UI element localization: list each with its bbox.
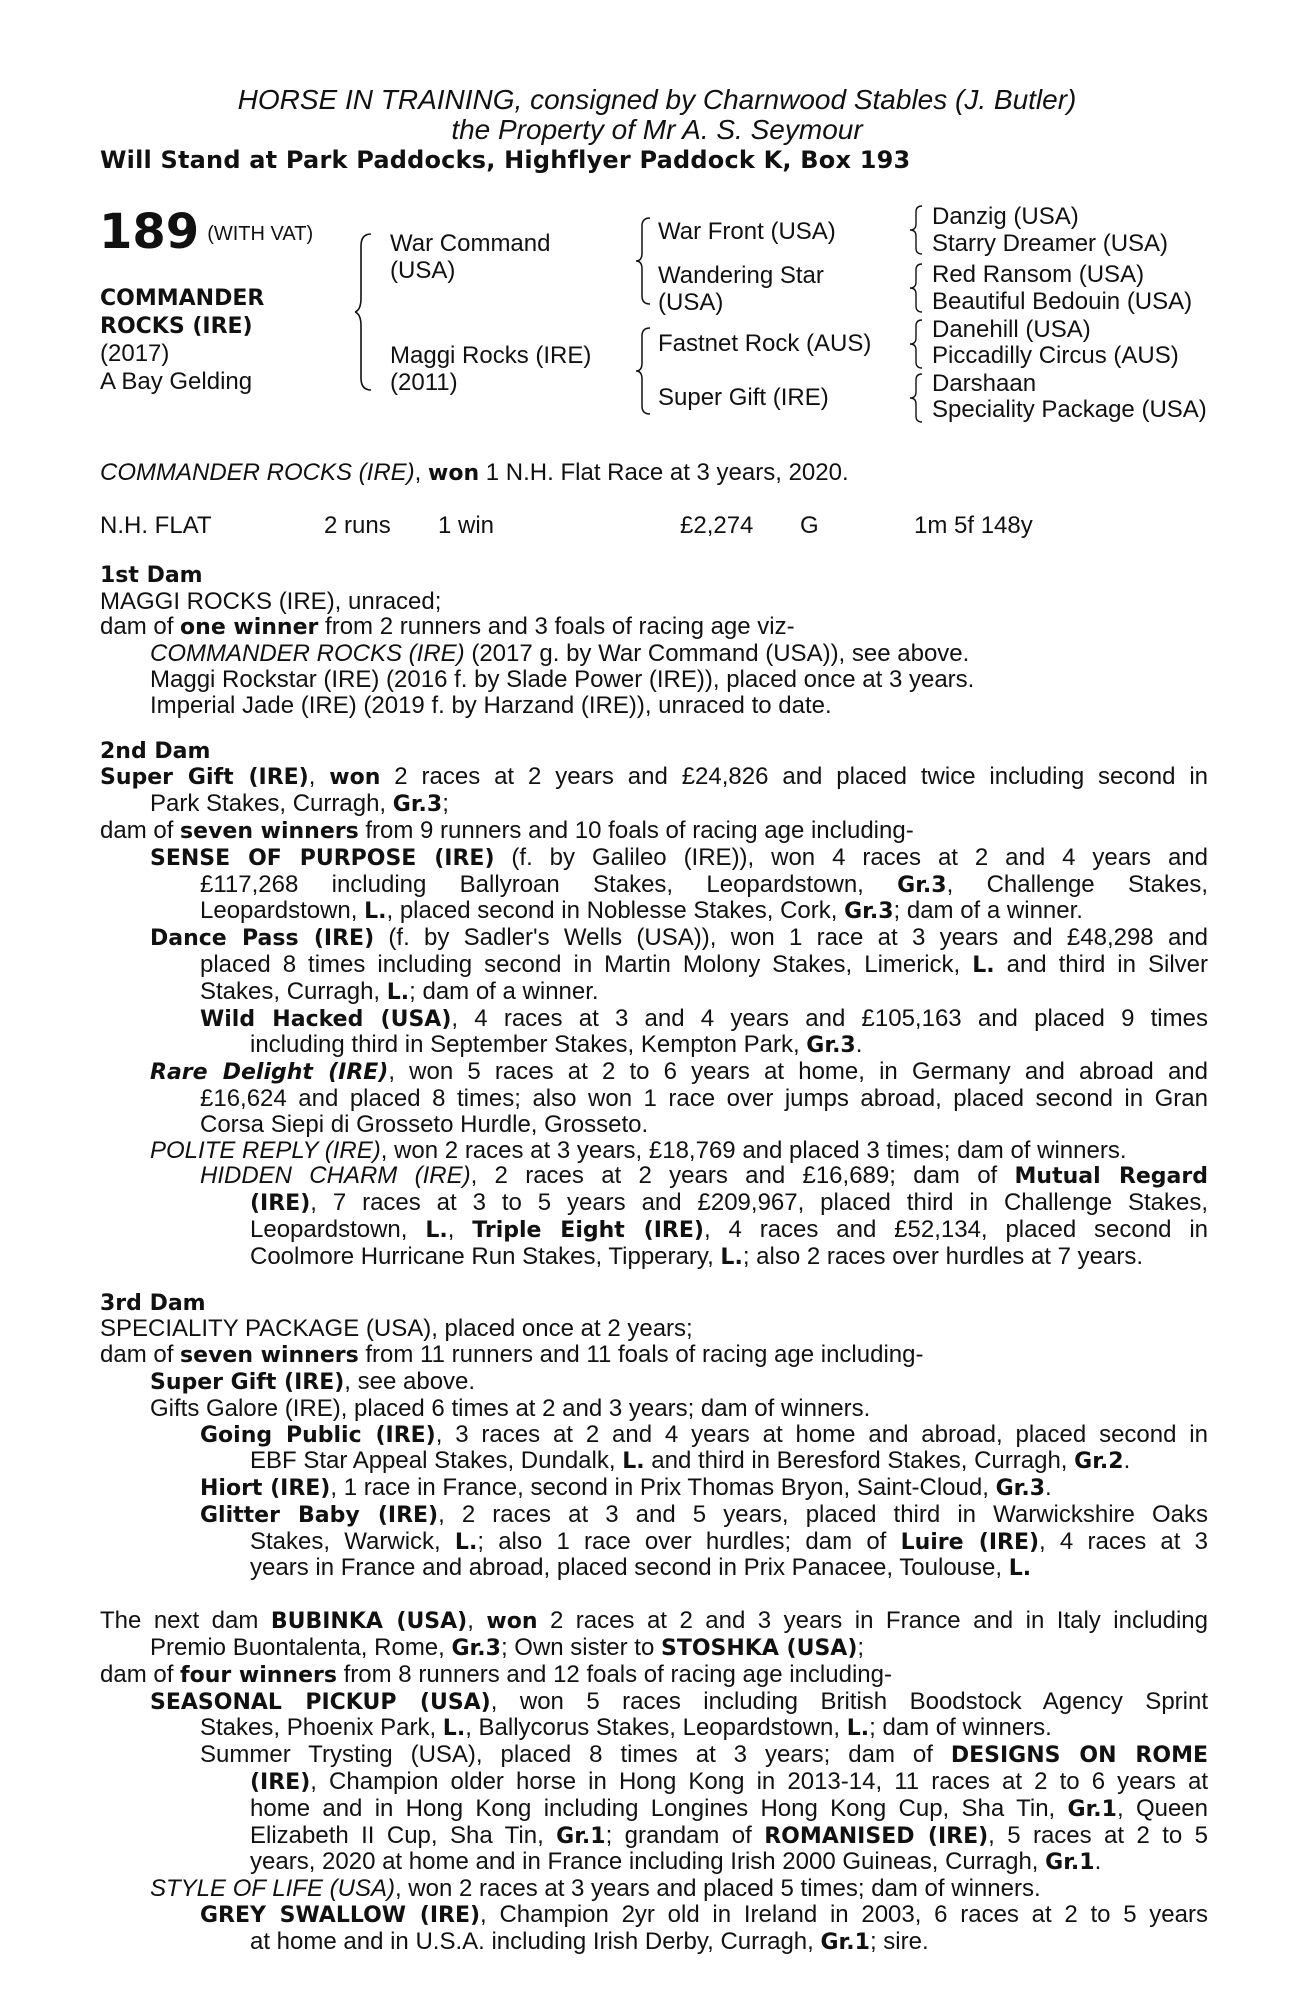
owner-line: the Property of Mr A. S. Seymour bbox=[451, 114, 863, 145]
pedigree-brace-g3-2 bbox=[910, 262, 926, 314]
third-dam-line: EBF Star Appeal Stakes, Dundalk, L. and third in Beresford Stakes, Curragh, Gr.2. bbox=[250, 1447, 1131, 1475]
third-dam-line: years in France and abroad, placed second in Prix Panacee, Toulouse, L. bbox=[250, 1554, 1032, 1582]
record-distance: 1m 5f 148y bbox=[914, 511, 1033, 539]
catalogue-body bbox=[100, 460, 1208, 1956]
next-dam-line: Elizabeth II Cup, Sha Tin, Gr.1; grandam of ROMANISED (IRE), 5 races at 2 to 5 bbox=[250, 1821, 1208, 1849]
pedigree-g3-6: Piccadilly Circus (AUS) bbox=[932, 342, 1179, 369]
record-wins: 1 win bbox=[438, 511, 495, 539]
pedigree-brace-main bbox=[355, 232, 377, 392]
pedigree-brace-dam bbox=[636, 326, 654, 416]
pedigree-g3-8: Speciality Package (USA) bbox=[932, 396, 1207, 423]
second-dam-line: Rare Delight (IRE), won 5 races at 2 to 6 years at home, in Germany and abroad and bbox=[150, 1058, 1208, 1086]
stabling-line: Will Stand at Park Paddocks, Highflyer Paddock K, Box 193 bbox=[100, 146, 911, 174]
record-runs: 2 runs bbox=[324, 511, 391, 539]
first-dam-line: Imperial Jade (IRE) (2019 f. by Harzand (IRE)), unraced to date. bbox=[150, 691, 832, 719]
record-type: N.H. FLAT bbox=[100, 511, 212, 539]
second-dam-line: SENSE OF PURPOSE (IRE) (f. by Galileo (IRE)), won 4 races at 2 and 4 years and bbox=[150, 843, 1209, 871]
second-dam-line: (IRE), 7 races at 3 to 5 years and £209,967, placed third in Challenge Stakes, bbox=[250, 1189, 1208, 1217]
next-dam-line: SEASONAL PICKUP (USA), won 5 races including British Boodstock Agency Sprint bbox=[150, 1687, 1209, 1715]
third-dam-line: Stakes, Warwick, L.; also 1 race over hurdles; dam of Luire (IRE), 4 races at 3 bbox=[250, 1527, 1208, 1555]
pedigree-g3-3: Red Ransom (USA) bbox=[932, 261, 1145, 288]
third-dam-line: dam of seven winners from 11 runners and 11 foals of racing age including- bbox=[100, 1341, 924, 1369]
second-dam-line: Corsa Siepi di Grosseto Hurdle, Grosseto. bbox=[200, 1110, 649, 1138]
second-dam-line: Leopardstown, L., Triple Eight (IRE), 4 races and £52,134, placed second in bbox=[250, 1215, 1208, 1243]
pedigree-dam-dam: Super Gift (IRE) bbox=[658, 384, 829, 411]
pedigree-sire: War Command (USA) bbox=[390, 230, 551, 284]
next-dam-line: (IRE), Champion older horse in Hong Kong in 2013-14, 11 races at 2 to 6 years at bbox=[250, 1768, 1208, 1796]
second-dam-line: POLITE REPLY (IRE), won 2 races at 3 years, £18,769 and placed 3 times; dam of winners. bbox=[150, 1136, 1127, 1164]
second-dam-line: placed 8 times including second in Martin Molony Stakes, Limerick, L. and third in Silver bbox=[200, 950, 1208, 978]
third-dam-line: SPECIALITY PACKAGE (USA), placed once at 2 years; bbox=[100, 1315, 693, 1343]
next-dam-line: dam of four winners from 8 runners and 12 foals of racing age including- bbox=[100, 1660, 892, 1688]
third-dam-line: Hiort (IRE), 1 race in France, second in Prix Thomas Bryon, Saint-Cloud, Gr.3. bbox=[200, 1474, 1052, 1502]
horse-description: A Bay Gelding bbox=[100, 368, 253, 395]
next-dam-line: at home and in U.S.A. including Irish Derby, Curragh, Gr.1; sire. bbox=[250, 1927, 929, 1955]
pedigree-dam: Maggi Rocks (IRE) (2011) bbox=[390, 342, 592, 396]
lot-number: 189 bbox=[99, 204, 200, 260]
record-going: G bbox=[800, 511, 819, 539]
next-dam-line: Stakes, Phoenix Park, L., Ballycorus Stakes, Leopardstown, L.; dam of winners. bbox=[200, 1714, 1052, 1742]
second-dam-line: HIDDEN CHARM (IRE), 2 races at 2 years and £16,689; dam of Mutual Regard bbox=[200, 1162, 1208, 1190]
third-dam-line: Gifts Galore (IRE), placed 6 times at 2 and 3 years; dam of winners. bbox=[150, 1394, 871, 1422]
vat-label: (WITH VAT) bbox=[207, 223, 314, 245]
second-dam-line: including third in September Stakes, Kempton Park, Gr.3. bbox=[250, 1031, 863, 1059]
second-dam-line: Park Stakes, Curragh, Gr.3; bbox=[150, 790, 449, 818]
next-dam-line: years, 2020 at home and in France including Irish 2000 Guineas, Curragh, Gr.1. bbox=[250, 1848, 1102, 1876]
horse-details bbox=[100, 340, 252, 396]
second-dam-line: Wild Hacked (USA), 4 races at 3 and 4 years and £105,163 and placed 9 times bbox=[200, 1004, 1208, 1032]
pedigree-g3-4: Beautiful Bedouin (USA) bbox=[932, 288, 1193, 315]
pedigree-g3-1: Danzig (USA) bbox=[932, 203, 1079, 230]
next-dam-line: Premio Buontalenta, Rome, Gr.3; Own sister to STOSHKA (USA); bbox=[150, 1634, 865, 1662]
second-dam-line: Dance Pass (IRE) (f. by Sadler's Wells (USA)), won 1 race at 3 years and £48,298 and bbox=[150, 924, 1208, 952]
next-dam-line: Summer Trysting (USA), placed 8 times at 3 years; dam of DESIGNS ON ROME bbox=[200, 1741, 1208, 1769]
consignor-line: HORSE IN TRAINING, consigned by Charnwood Stables (J. Butler) bbox=[237, 84, 1077, 115]
third-dam-heading: 3rd Dam bbox=[100, 1290, 206, 1316]
first-dam-line: COMMANDER ROCKS (IRE) (2017 g. by War Command (USA)), see above. bbox=[150, 640, 970, 668]
next-dam-line: The next dam BUBINKA (USA), won 2 races at 2 and 3 years in France and in Italy including bbox=[100, 1607, 1209, 1635]
first-dam-line: Maggi Rockstar (IRE) (2016 f. by Slade Power (IRE)), placed once at 3 years. bbox=[150, 665, 975, 693]
pedigree-sire-sire: War Front (USA) bbox=[658, 218, 836, 245]
pedigree-g3-7: Darshaan bbox=[932, 370, 1037, 397]
second-dam-line: Super Gift (IRE), won 2 races at 2 years and £24,826 and placed twice including second in bbox=[100, 763, 1209, 791]
pedigree-g3-5: Danehill (USA) bbox=[932, 316, 1091, 343]
pedigree-sire-dam: Wandering Star (USA) bbox=[658, 262, 824, 316]
pedigree-dam-sire: Fastnet Rock (AUS) bbox=[658, 330, 872, 357]
race-summary: COMMANDER ROCKS (IRE), won 1 N.H. Flat Race at 3 years, 2020. bbox=[100, 459, 849, 486]
pedigree-brace-sire bbox=[636, 216, 654, 306]
horse-name: COMMANDER ROCKS (IRE) bbox=[100, 286, 265, 339]
pedigree-g3-2: Starry Dreamer (USA) bbox=[932, 230, 1169, 257]
second-dam-line: £16,624 and placed 8 times; also won 1 race over jumps abroad, placed second in Gran bbox=[200, 1084, 1208, 1112]
third-dam-line: Going Public (IRE), 3 races at 2 and 4 years at home and abroad, placed second in bbox=[200, 1420, 1208, 1448]
race-record-row bbox=[100, 513, 1208, 543]
second-dam-line: £117,268 including Ballyroan Stakes, Leopardstown, Gr.3, Challenge Stakes, bbox=[200, 870, 1209, 898]
pedigree-brace-g3-1 bbox=[910, 204, 926, 256]
second-dam-heading: 2nd Dam bbox=[100, 738, 211, 764]
second-dam-line: Stakes, Curragh, L.; dam of a winner. bbox=[200, 977, 599, 1005]
next-dam-line: GREY SWALLOW (IRE), Champion 2yr old in Ireland in 2003, 6 races at 2 to 5 years bbox=[200, 1901, 1208, 1929]
foaling-year: (2017) bbox=[100, 340, 170, 367]
first-dam-line: MAGGI ROCKS (IRE), unraced; bbox=[100, 587, 442, 615]
next-dam-line: home and in Hong Kong including Longines Hong Kong Cup, Sha Tin, Gr.1, Queen bbox=[250, 1794, 1209, 1822]
third-dam-line: Glitter Baby (IRE), 2 races at 3 and 5 years, placed third in Warwickshire Oaks bbox=[200, 1500, 1208, 1528]
lot-number-block bbox=[99, 204, 313, 260]
second-dam-line: Coolmore Hurricane Run Stakes, Tipperary, L.; also 2 races over hurdles at 7 years. bbox=[250, 1242, 1144, 1270]
second-dam-line: Leopardstown, L., placed second in Noblesse Stakes, Cork, Gr.3; dam of a winner. bbox=[200, 897, 1083, 925]
next-dam-line: STYLE OF LIFE (USA), won 2 races at 3 years and placed 5 times; dam of winners. bbox=[150, 1875, 1041, 1903]
first-dam-line: dam of one winner from 2 runners and 3 foals of racing age viz- bbox=[100, 613, 795, 641]
record-prize: £2,274 bbox=[680, 511, 754, 539]
pedigree-brace-g3-3 bbox=[910, 318, 926, 370]
pedigree-brace-g3-4 bbox=[910, 372, 926, 424]
first-dam-heading: 1st Dam bbox=[100, 562, 203, 588]
third-dam-line: Super Gift (IRE), see above. bbox=[150, 1367, 476, 1395]
second-dam-line: dam of seven winners from 9 runners and 10 foals of racing age including- bbox=[100, 816, 914, 844]
